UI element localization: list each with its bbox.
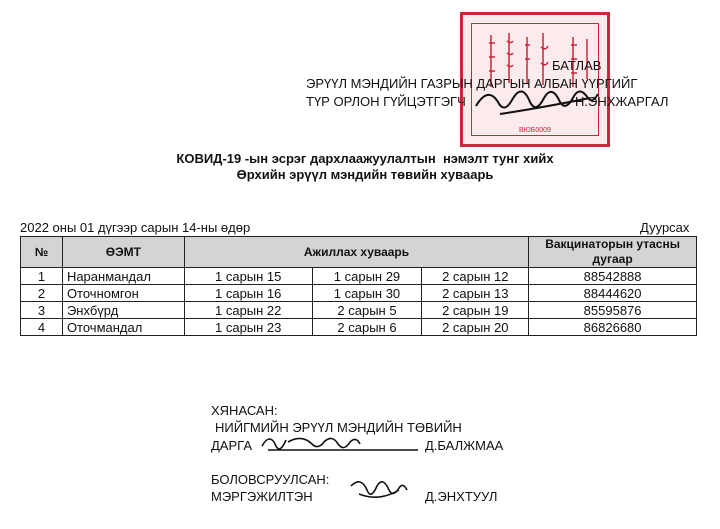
row-date-2: 2 сарын 6: [312, 319, 422, 336]
approval-line2-role: ТҮР ОРЛОН ГҮЙЦЭТГЭГЧ: [306, 94, 466, 109]
approval-label: БАТЛАВ: [552, 58, 602, 73]
row-date-1: 1 сарын 23: [184, 319, 312, 336]
row-date-3: 2 сарын 12: [422, 268, 529, 285]
title-line1: КОВИД-19 -ын эсрэг дархлаажуулалтын нэмэлт тунг хийх: [176, 151, 554, 166]
row-phone: 85595876: [529, 302, 697, 319]
row-phone: 88444620: [529, 285, 697, 302]
row-date-1: 1 сарын 16: [184, 285, 312, 302]
table-row: [21, 285, 697, 302]
row-num: 3: [21, 302, 63, 319]
checked-role: ДАРГА: [211, 438, 252, 453]
row-num: 2: [21, 285, 63, 302]
checked-line1: НИЙГМИЙН ЭРҮҮЛ МЭНДИЙН ТӨВИЙН: [215, 420, 462, 435]
location-label: Дуурсах: [640, 220, 690, 235]
table-row: [21, 319, 697, 336]
stamp-code: ВЮБ0009: [519, 127, 551, 134]
row-date-2: 2 сарын 5: [312, 302, 422, 319]
title-line2: Өрхийн эрүүл мэндийн төвийн хуваарь: [236, 167, 494, 182]
prepared-label: БОЛОВСРУУЛСАН:: [211, 472, 330, 487]
row-num: 1: [21, 268, 63, 285]
row-date-1: 1 сарын 22: [184, 302, 312, 319]
checked-name: Д.БАЛЖМАА: [425, 438, 504, 453]
row-date-2: 1 сарын 29: [312, 268, 422, 285]
row-date-3: 2 сарын 20: [422, 319, 529, 336]
table-row: [21, 302, 697, 319]
date-line: 2022 оны 01 дүгээр сарын 14-ны өдөр: [20, 220, 251, 235]
checked-signature-icon: [258, 428, 428, 458]
header-org: ӨЭМТ: [62, 237, 184, 268]
prepared-signature-icon: [345, 474, 415, 508]
approval-line1: ЭРҮҮЛ МЭНДИЙН ГАЗРЫН ДАРГЫН АЛБАН ҮҮРГИЙГ: [306, 76, 638, 91]
row-org: Оточмандал: [62, 319, 184, 336]
header-phone: Вакцинаторын утасны дугаар: [529, 237, 697, 268]
row-date-2: 1 сарын 30: [312, 285, 422, 302]
table-header-row: [21, 237, 697, 268]
approval-signature-icon: [470, 84, 610, 124]
header-schedule: Ажиллах хуваарь: [184, 237, 528, 268]
row-num: 4: [21, 319, 63, 336]
header-num: №: [21, 237, 63, 268]
row-phone: 86826680: [529, 319, 697, 336]
row-date-3: 2 сарын 19: [422, 302, 529, 319]
row-phone: 88542888: [529, 268, 697, 285]
prepared-name: Д.ЭНХТУУЛ: [425, 489, 498, 504]
row-org: Энхбүрд: [62, 302, 184, 319]
approval-line2-name: Н.ЭНХЖАРГАЛ: [575, 94, 669, 109]
row-org: Оточномгон: [62, 285, 184, 302]
row-org: Наранмандал: [62, 268, 184, 285]
row-date-1: 1 сарын 15: [184, 268, 312, 285]
table-row: [21, 268, 697, 285]
prepared-role: МЭРГЭЖИЛТЭН: [211, 489, 313, 504]
schedule-table: [20, 236, 697, 336]
row-date-3: 2 сарын 13: [422, 285, 529, 302]
checked-label: ХЯНАСАН:: [211, 403, 278, 418]
